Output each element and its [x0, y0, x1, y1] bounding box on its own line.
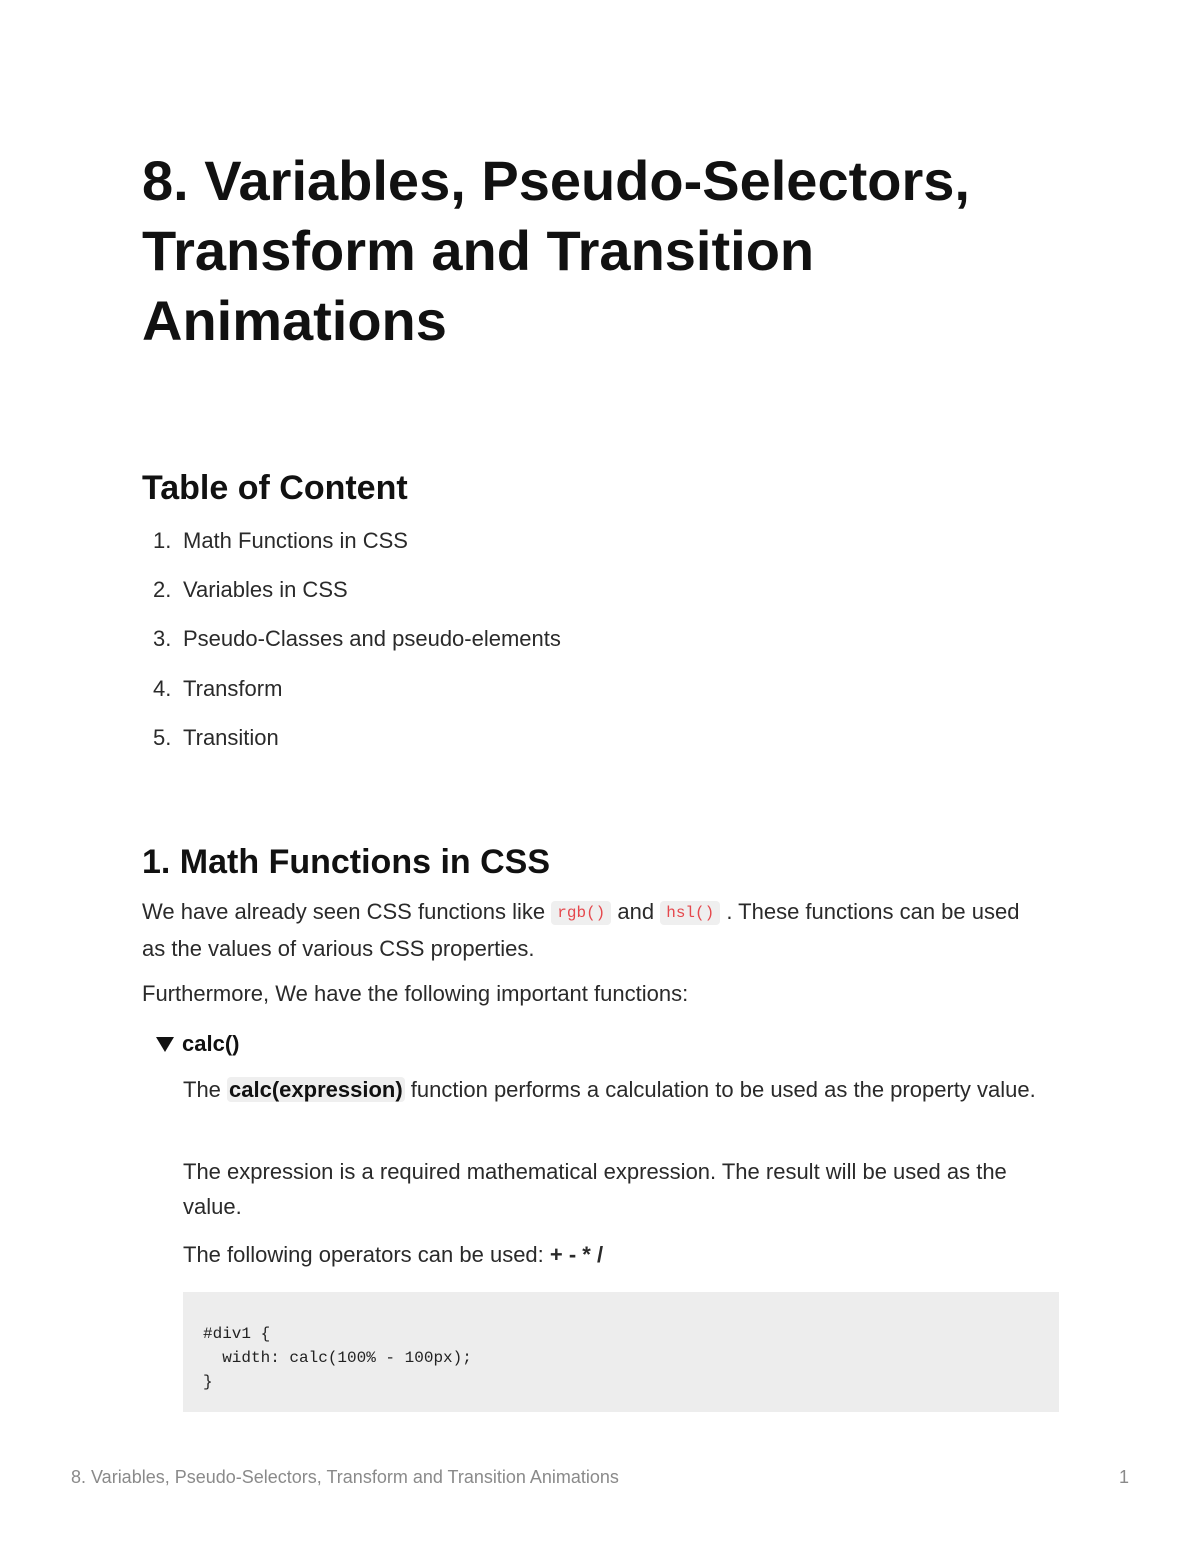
intro-text-middle: and: [611, 899, 661, 924]
page-title: 8. Variables, Pseudo-Selectors, Transform and Transition Animations: [142, 149, 970, 352]
triangle-down-icon[interactable]: [156, 1037, 174, 1052]
calc-toggle-label[interactable]: calc(): [182, 1031, 240, 1056]
toc-item: [142, 573, 561, 622]
operators-paragraph: [183, 1237, 1043, 1272]
toc-item-number: 1.: [153, 528, 172, 553]
operators-text: The following operators can be used:: [183, 1242, 550, 1267]
toc-item-number: 3.: [153, 626, 172, 652]
toc-item-label: Variables in CSS: [183, 577, 348, 603]
toc-item-number: 2.: [153, 577, 172, 603]
inline-code-hsl: hsl(): [660, 901, 720, 925]
calc-description: [183, 1072, 1043, 1107]
calc-desc-after: function performs a calculation to be used as the property value.: [404, 1077, 1036, 1102]
toc-item-label: Transform: [183, 675, 283, 701]
toc-item: [142, 524, 561, 573]
section-heading-math-functions: 1. Math Functions in CSS: [142, 843, 551, 881]
toc-list: [142, 524, 561, 770]
intro-paragraph: [142, 894, 1032, 966]
toc-item-number: 4.: [153, 675, 172, 701]
operators-list: + - * /: [549, 1242, 604, 1267]
footer-page-number: 1: [1118, 1467, 1129, 1487]
intro-text-after: . These functions can be used as the values of various CSS properties.: [142, 899, 1020, 961]
furthermore-paragraph: Furthermore, We have the following important functions:: [142, 981, 689, 1006]
toc-item-label: Transition: [183, 724, 279, 750]
toc-item-label: Math Functions in CSS: [183, 528, 408, 553]
calc-expression-highlight: calc(expression): [229, 1077, 403, 1102]
toc-heading: Table of Content: [142, 469, 408, 507]
footer-title: 8. Variables, Pseudo-Selectors, Transform and Transition Animations: [71, 1467, 619, 1487]
expression-description: The expression is a required mathematical expression. The result will be used as the value.: [183, 1159, 1007, 1219]
intro-text-before: We have already seen CSS functions like: [142, 899, 552, 924]
toc-item: [142, 622, 561, 671]
calc-desc-before: The: [183, 1077, 228, 1102]
calc-toggle[interactable]: [156, 1027, 239, 1061]
inline-code-rgb: rgb(): [551, 901, 611, 925]
toc-item: [142, 721, 561, 770]
toc-item-label: Pseudo-Classes and pseudo-elements: [183, 626, 561, 652]
toc-item: [142, 672, 561, 721]
code-block: #div1 { width: calc(100% - 100px); }: [183, 1292, 1059, 1412]
toc-item-number: 5.: [153, 724, 172, 750]
